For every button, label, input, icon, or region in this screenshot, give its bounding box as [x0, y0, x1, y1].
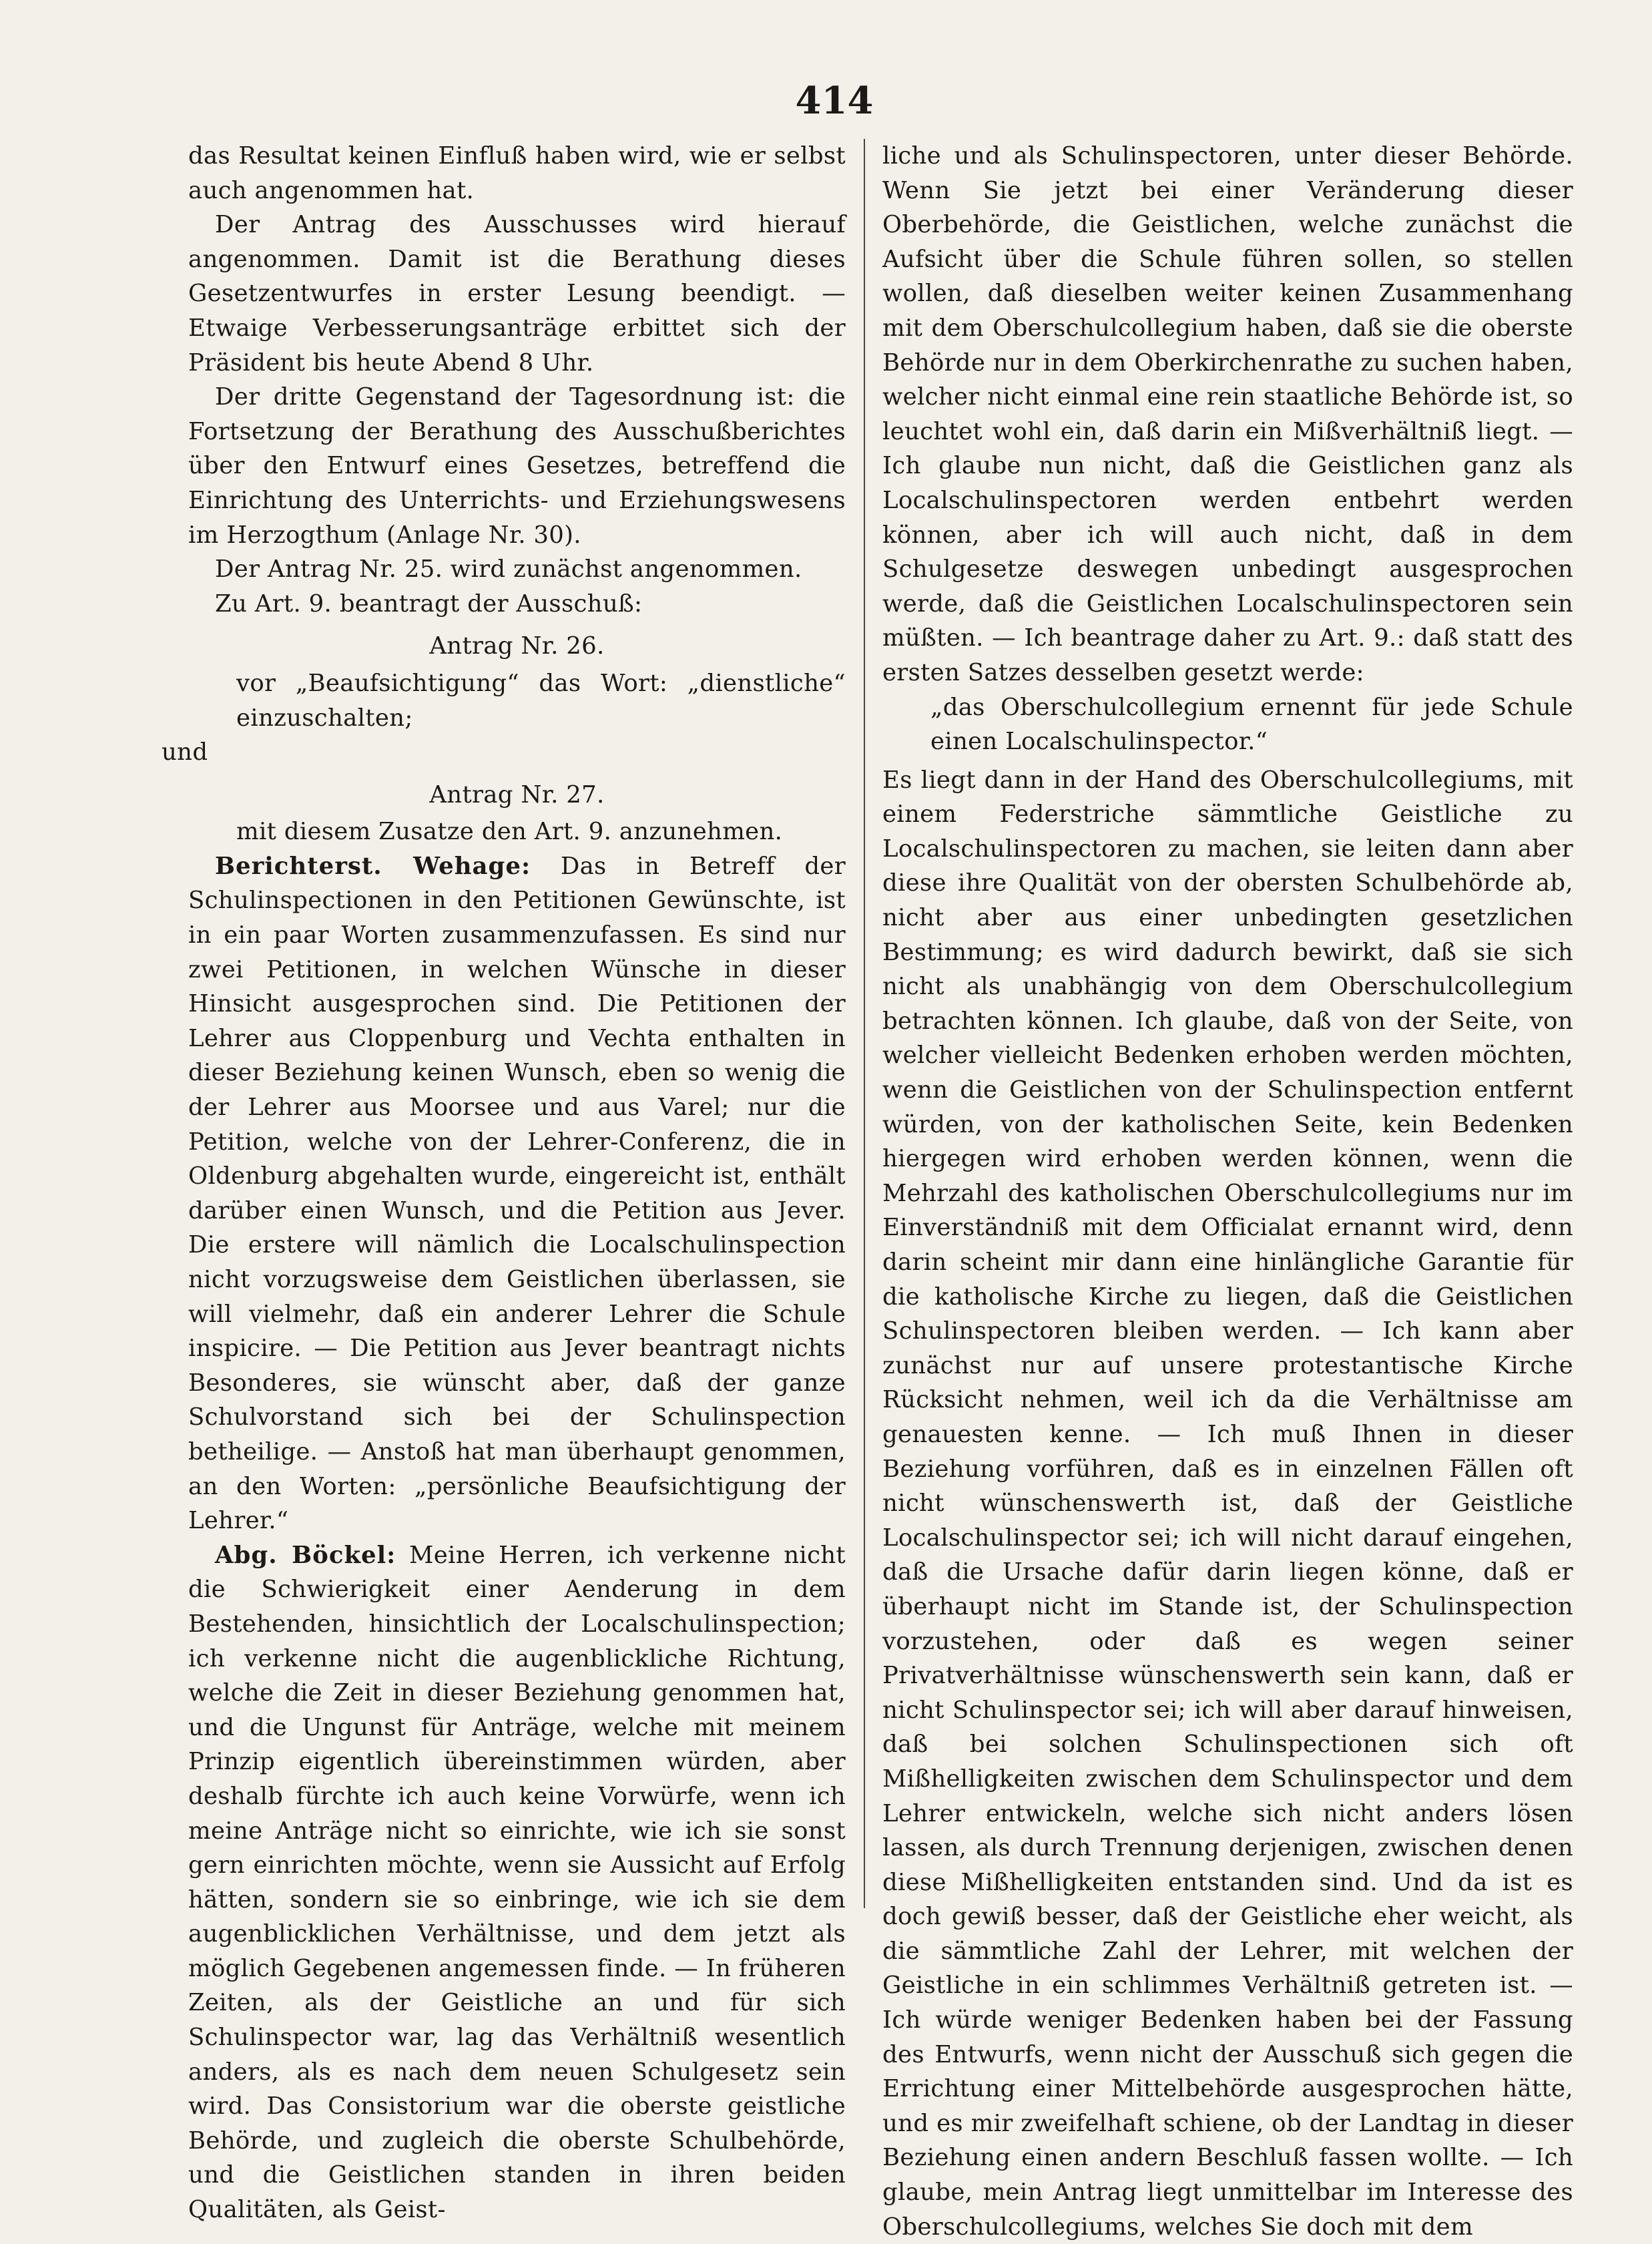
motion-heading-26: Antrag Nr. 26.	[429, 632, 605, 660]
motion-heading-27: Antrag Nr. 27.	[429, 780, 605, 809]
speaker-name: Abg. Böckel:	[215, 1541, 396, 1569]
paragraph: Der dritte Gegenstand der Tagesordnung ist: die Fortsetzung der Berathung des Ausschußberichtes über den Entwurf eines Gesetzes, betreffend die Einrichtung des Unterrichts- und Erziehungswesens im Herzogthum (Anlage Nr. 30).	[188, 383, 846, 549]
conjunction: und	[162, 738, 208, 766]
paragraph: Der Antrag des Ausschusses wird hierauf angenommen. Damit ist die Berathung dieses Gesetzentwurfes in erster Lesung beendigt. — Etwaige Verbesserungsanträge erbittet sich der Präsident bis heute Abend 8 Uhr.	[188, 211, 846, 377]
speech-boeckel	[188, 1538, 846, 2227]
page-number: 414	[795, 79, 874, 123]
paragraph: Zu Art. 9. beantragt der Ausschuß:	[215, 590, 643, 618]
speaker-name: Berichterst. Wehage:	[215, 852, 531, 880]
motion-text-26: vor „Beaufsichtigung“ das Wort: „dienstliche“ einzuschalten;	[236, 669, 846, 732]
left-column	[162, 139, 846, 2227]
column-divider	[864, 139, 865, 1908]
speech-text: Meine Herren, ich verkenne nicht die Schwierigkeit einer Aenderung in dem Bestehenden, hinsichtlich der Localschulinspection; ich verkenne nicht die augenblickliche Richtung, welche die Zeit in dieser Beziehung genommen hat, und die Ungunst für Anträge, welche mit meinem Prinzip eigentlich übereinstimmen würden, aber deshalb fürchte ich auch keine Vorwürfe, wenn ich meine Anträge nicht so einrichte, wie ich sie sonst gern einrichten möchte, wenn sie Aussicht auf Erfolg hätten, sondern sie so einbringe, wie ich sie dem augenblicklichen Verhältnisse, und dem jetzt als möglich Gegebenen angemessen finde. — In früheren Zeiten, als der Geistliche an und für sich Schulinspector war, lag das Verhältniß wesentlich anders, als es nach dem neuen Schulgesetz sein wird. Das Consistorium war die oberste geistliche Behörde, und zugleich die oberste Schulbehörde, und die Geistlichen standen in ihren beiden Qualitäten, als Geist-	[188, 1541, 846, 2224]
motion-quote: „das Oberschulcollegium ernennt für jede Schule einen Localschulinspector.“	[930, 693, 1573, 756]
paragraph: Es liegt dann in der Hand des Oberschulcollegiums, mit einem Federstriche sämmtliche Geistliche zu Localschulinspectoren zu machen, sie leiten dann aber diese ihre Qualität von der obersten Schulbehörde ab, nicht aber aus einer unbedingten gesetzlichen Bestimmung; es wird dadurch bewirkt, daß sie sich nicht als unabhängig von dem Oberschulcollegium betrachten können. Ich glaube, daß von der Seite, von welcher vielleicht Bedenken erhoben werden möchten, wenn die Geistlichen von der Schulinspection entfernt würden, von der katholischen Seite, kein Bedenken hiergegen wird erhoben werden können, wenn die Mehrzahl des katholischen Oberschulcollegiums nur im Einverständniß mit dem Officialat ernannt wird, denn darin scheint mir dann eine hinlängliche Garantie für die katholische Kirche zu liegen, daß die Geistlichen Schulinspectoren bleiben werden. — Ich kann aber zunächst nur auf unsere protestantische Kirche Rücksicht nehmen, weil ich da die Verhältnisse am genauesten kenne. — Ich muß Ihnen in dieser Beziehung vorführen, daß es in einzelnen Fällen oft nicht wünschenswerth ist, daß der Geistliche Localschulinspector sei; ich will nicht darauf eingehen, daß die Ursache dafür darin liegen könne, daß er überhaupt nicht im Stande ist, der Schulinspection vorzustehen, oder daß es wegen seiner Privatverhältnisse wünschenswerth sein kann, daß er nicht Schulinspector sei; ich will aber darauf hinweisen, daß bei solchen Schulinspectionen sich oft Mißhelligkeiten zwischen dem Schulinspector und dem Lehrer entwickeln, welche sich nicht anders lösen lassen, als durch Trennung derjenigen, zwischen denen diese Mißhelligkeiten entstanden sind. Und da ist es doch gewiß besser, daß der Geistliche eher weicht, als die sämmtliche Zahl der Lehrer, mit welchen der Geistliche in ein schlimmes Verhältniß getreten ist. — Ich würde weniger Bedenken haben bei der Fassung des Entwurfs, wenn nicht der Ausschuß sich gegen die Errichtung einer Mittelbehörde ausgesprochen hätte, und es mir zweifelhaft schiene, ob der Landtag in dieser Beziehung einen andern Beschluß fassen wollte. — Ich glaube, mein Antrag liegt unmittelbar im Interesse des Oberschulcollegiums, welches Sie doch mit dem	[882, 766, 1573, 2241]
paragraph: das Resultat keinen Einfluß haben wird, wie er selbst auch angenommen hat.	[188, 142, 846, 204]
motion-text-27: mit diesem Zusatze den Art. 9. anzunehmen.	[236, 818, 783, 846]
speech-wehage	[188, 849, 846, 1538]
right-column	[882, 139, 1573, 2244]
speech-text: Das in Betreff der Schulinspectionen in den Petitionen Gewünschte, ist in ein paar Worten zusammenzufassen. Es sind nur zwei Petitionen, in welchen Wünsche in dieser Hinsicht ausgesprochen sind. Die Petitionen der Lehrer aus Cloppenburg und Vechta enthalten in dieser Beziehung keinen Wunsch, eben so wenig die der Lehrer aus Moorsee und aus Varel; nur die Petition, welche von der Lehrer-Conferenz, die in Oldenburg abgehalten wurde, eingereicht ist, enthält darüber einen Wunsch, und die Petition aus Jever. Die erstere will nämlich die Localschulinspection nicht vorzugsweise dem Geistlichen überlassen, sie will vielmehr, daß ein anderer Lehrer die Schule inspicire. — Die Petition aus Jever beantragt nichts Besonderes, sie wünscht aber, daß der ganze Schulvorstand sich bei der Schulinspection betheilige. — Anstoß hat man überhaupt genommen, an den Worten: „persönliche Beaufsichtigung der Lehrer.“	[188, 852, 846, 1535]
paragraph: Der Antrag Nr. 25. wird zunächst angenommen.	[215, 555, 802, 584]
paragraph: liche und als Schulinspectoren, unter dieser Behörde. Wenn Sie jetzt bei einer Veränderung dieser Oberbehörde, die Geistlichen, welche zunächst die Aufsicht über die Schule führen sollen, so stellen wollen, daß dieselben weiter keinen Zusammenhang mit dem Oberschulcollegium haben, daß sie die oberste Behörde nur in dem Oberkirchenrathe zu suchen haben, welcher nicht einmal eine rein staatliche Behörde ist, so leuchtet wohl ein, daß darin ein Mißverhältniß liegt. — Ich glaube nun nicht, daß die Geistlichen ganz als Localschulinspectoren werden entbehrt werden können, aber ich will auch nicht, daß in dem Schulgesetze deswegen unbedingt ausgesprochen werde, daß die Geistlichen Localschulinspectoren sein müßten. — Ich beantrage daher zu Art. 9.: daß statt des ersten Satzes desselben gesetzt werde:	[882, 142, 1573, 686]
